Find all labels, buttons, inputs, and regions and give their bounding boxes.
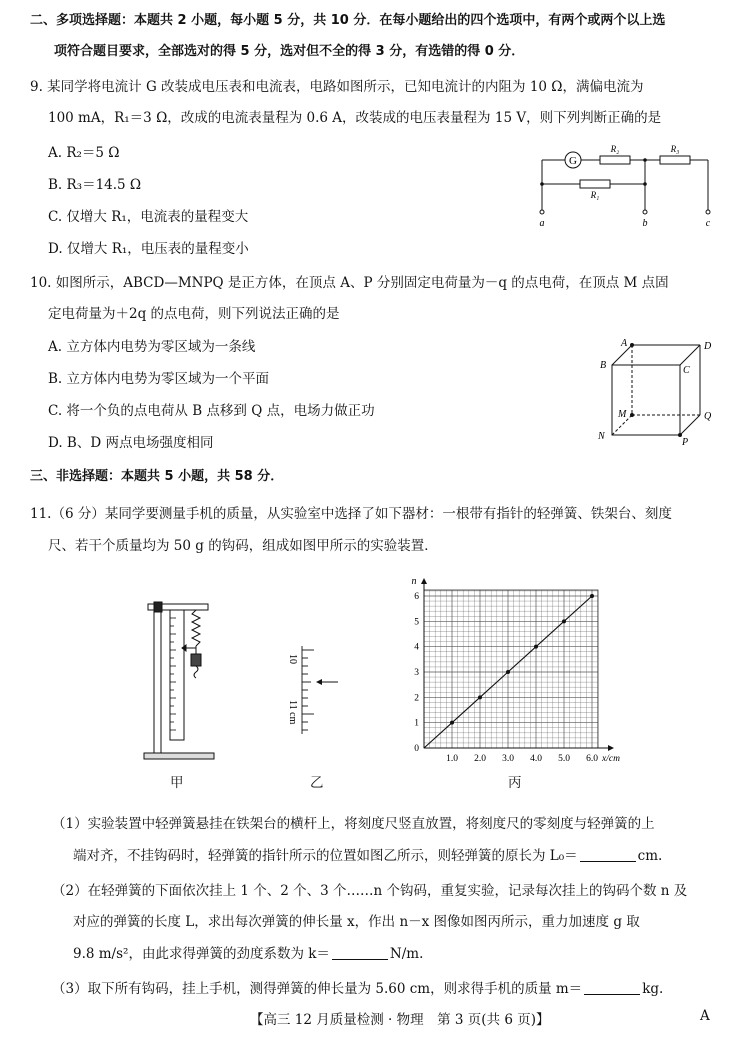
cube-label-n: N — [598, 431, 605, 442]
data-point — [534, 645, 538, 649]
x-tick-label: 1.0 — [446, 754, 458, 764]
figure-jia-label: 甲 — [170, 775, 184, 791]
q9-option-a: A. R₂＝5 Ω — [48, 145, 120, 161]
data-point — [562, 619, 566, 623]
ruler-mark-10: 10 — [287, 654, 298, 664]
figure-bing-chart — [400, 572, 622, 772]
q10-option-b: B. 立方体内电势为零区域为一个平面 — [48, 371, 270, 387]
q9-option-d: D. 仅增大 R₁，电压表的量程变小 — [48, 241, 249, 257]
cube-label-a: A — [621, 338, 628, 349]
cube-label-q: Q — [704, 411, 712, 422]
q10-option-a: A. 立方体内电势为零区域为一条线 — [48, 339, 256, 355]
q11-part2-unit: N/m. — [389, 946, 424, 962]
q11-part1-unit: cm. — [637, 848, 663, 864]
q10-stem-line2: 定电荷量为＋2q 的点电荷，则下列说法正确的是 — [48, 306, 340, 322]
q11-part2-line2: 对应的弹簧的长度 L，求出每次弹簧的伸长量 x，作出 n－x 图像如图丙所示，重力加速度 g 取 — [73, 914, 640, 930]
q11-part1-line1: （1）实验装置中轻弹簧悬挂在铁架台的横杆上，将刻度尺竖直放置，将刻度尺的零刻度与轻弹簧的上 — [52, 816, 655, 832]
q11-part3-text: （3）取下所有钩码，挂上手机，测得弹簧的伸长量为 5.60 cm，则求得手机的质量 m＝ — [52, 981, 583, 997]
origin-label: 0 — [414, 744, 419, 754]
data-point — [450, 721, 454, 725]
cube-label-d: D — [704, 341, 712, 352]
q11-part3-line — [52, 980, 663, 998]
x-tick-label: 2.0 — [474, 754, 486, 764]
answer-blank-k[interactable] — [332, 945, 388, 960]
q11-part2-line1: （2）在轻弹簧的下面依次挂上 1 个、2 个、3 个……n 个钩码，重复实验，记录每次挂上的钩码个数 n 及 — [52, 883, 688, 899]
cube-label-m: M — [618, 409, 627, 420]
q11-stem-line1: 11.（6 分）某同学要测量手机的质量，从实验室中选择了如下器材：一根带有指针的轻弹簧、铁架台、刻度 — [30, 506, 672, 522]
y-tick-label: 3 — [414, 668, 419, 678]
q11-part3-unit: kg. — [642, 981, 664, 997]
y-tick-label: 5 — [414, 617, 419, 628]
figure-bing-label: 丙 — [508, 775, 522, 791]
data-point — [478, 695, 482, 699]
cube-label-c: C — [683, 365, 690, 376]
footer-version-letter: A — [700, 1008, 710, 1024]
non-choice-header: 三、非选择题：本题共 5 小题，共 58 分． — [30, 469, 284, 484]
x-tick-label: 3.0 — [502, 754, 514, 764]
q9-option-c: C. 仅增大 R₁，电流表的量程变大 — [48, 209, 249, 225]
q10-option-c: C. 将一个负的点电荷从 B 点移到 Q 点，电场力做正功 — [48, 403, 375, 419]
q11-part1-line2 — [73, 847, 662, 865]
galvanometer-label: G — [569, 155, 577, 167]
q11-part2-text: 9.8 m/s²，由此求得弹簧的劲度系数为 k＝ — [73, 946, 330, 962]
x-tick-label: 4.0 — [530, 754, 542, 764]
q9-option-b: B. R₃＝14.5 Ω — [48, 177, 142, 193]
cube-label-b: B — [600, 360, 607, 371]
terminal-a-label: a — [539, 218, 545, 229]
q11-stem-line2: 尺、若干个质量均为 50 g 的钩码，组成如图甲所示的实验装置． — [48, 538, 438, 554]
x-axis-arrow — [608, 745, 614, 751]
y-tick-label: 6 — [414, 592, 419, 602]
figure-jia-apparatus — [140, 598, 220, 768]
q11-part2-line3 — [73, 945, 423, 963]
q9-circuit-diagram — [532, 140, 722, 230]
x-axis-label: x/cm — [602, 754, 620, 764]
q9-stem-line1: 9. 某同学将电流计 G 改装成电压表和电流表，电路如图所示，已知电流计的内阻为 10 Ω，满偏电流为 — [30, 79, 644, 95]
r3-label: R₃ — [670, 144, 680, 154]
r2-label: R₂ — [610, 144, 620, 154]
q10-stem-line1: 10. 如图所示，ABCD—MNPQ 是正方体，在顶点 A、P 分别固定电荷量为－q 的点电荷，在顶点 M 点固 — [30, 275, 669, 291]
data-point — [590, 594, 594, 598]
terminal-c-label: c — [705, 218, 711, 229]
q10-cube-diagram — [594, 335, 724, 445]
q11-part1-text: 端对齐，不挂钩码时，轻弹簧的指针所示的位置如图乙所示，则轻弹簧的原长为 L₀＝ — [73, 848, 578, 864]
x-tick-label: 6.0 — [586, 754, 598, 764]
chart-series — [424, 594, 594, 748]
data-point — [506, 670, 510, 674]
terminal-b-label: b — [642, 218, 648, 229]
y-tick-label: 1 — [414, 718, 419, 729]
y-axis-label: n — [411, 576, 417, 587]
multi-choice-header-line1: 二、多项选择题：本题共 2 小题，每小题 5 分，共 10 分．在每小题给出的四个选项中，有两个或两个以上选 — [30, 13, 666, 28]
figure-yi-ruler — [280, 640, 350, 740]
q10-option-d: D. B、D 两点电场强度相同 — [48, 435, 214, 451]
cube-label-p: P — [682, 437, 689, 445]
multi-choice-header-line2: 项符合题目要求，全部选对的得 5 分，选对但不全的得 3 分，有选错的得 0 分． — [54, 44, 525, 59]
ruler-mark-11: 11 cm — [287, 700, 298, 725]
footer-center-text: 【高三 12 月质量检测 · 物理 第 3 页(共 6 页)】 — [250, 1012, 550, 1028]
y-axis-arrow — [421, 578, 427, 584]
figure-yi-label: 乙 — [310, 775, 324, 791]
r1-label: R₁ — [590, 190, 600, 200]
answer-blank-l0[interactable] — [580, 847, 636, 862]
answer-blank-m[interactable] — [584, 980, 640, 995]
x-tick-label: 5.0 — [558, 754, 570, 764]
q9-stem-line2: 100 mA，R₁＝3 Ω，改成的电流表量程为 0.6 A，改装成的电压表量程为 15 V，则下列判断正确的是 — [48, 110, 662, 126]
y-tick-label: 4 — [414, 642, 419, 653]
y-tick-label: 2 — [414, 693, 419, 704]
chart-labels — [412, 576, 621, 764]
